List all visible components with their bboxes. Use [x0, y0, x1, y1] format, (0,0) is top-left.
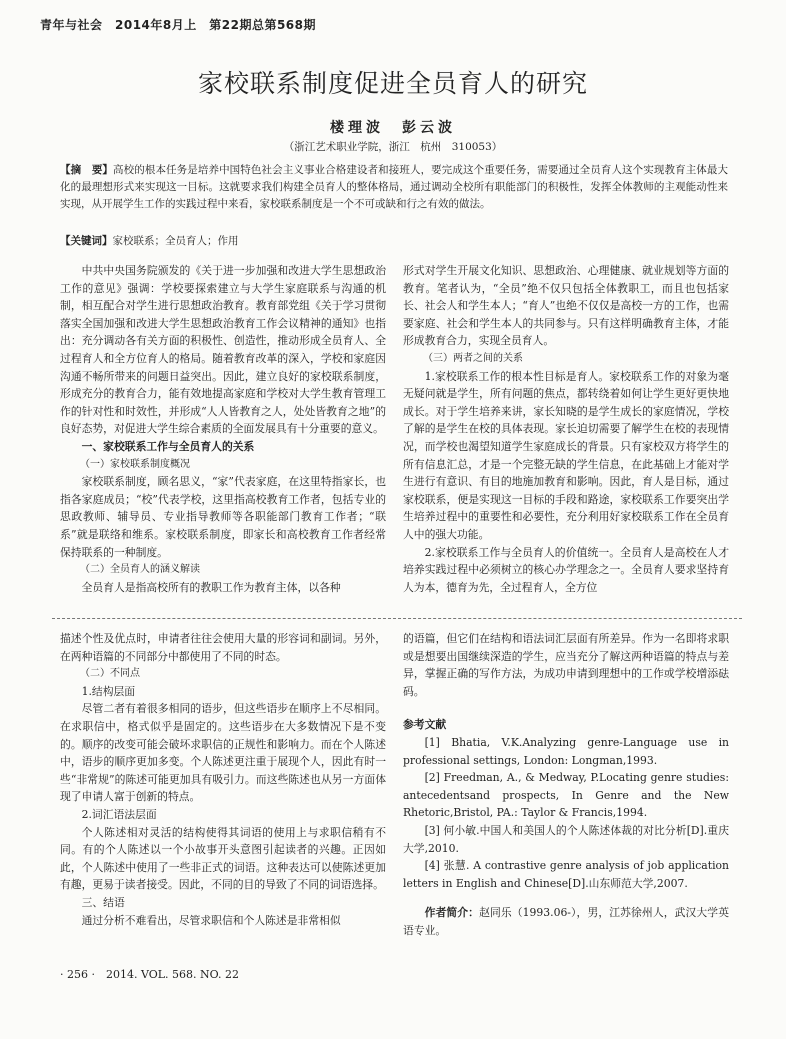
paragraph: 通过分析不难看出，尽管求职信和个人陈述是非常相似 [81, 913, 341, 927]
upper-left-column [60, 262, 386, 614]
paragraph: 全员育人是指高校所有的教职工作为教育主体，以各种 [81, 580, 341, 594]
author-intro-label: 作者简介： [424, 906, 480, 920]
abstract-text: 高校的根本任务是培养中国特色社会主义事业合格建设者和接班人，要完成这个重要任务，需要通过全员育人这个实现教育主体最大化的最理想形式来实现这一目标。这就要求我们构建全员育人的整体格局，通过调动全校所有职能部门的积极性，发挥全体教师的主观能动性来实现，从开展学生工作的实践过程中来看，家校联系制度是一个不可或缺和行之有效的做法。 [60, 164, 729, 210]
paragraph: 2.词汇语法层面 [81, 807, 157, 821]
reference-item: [4] 张慧. A contrastive genre analysis of job application letters in English and Chinese[D].山东师范大学,2007. [403, 859, 729, 890]
paragraph: 尽管二者有着很多相同的语步，但这些语步在顺序上不尽相同。在求职信中，格式似乎是固定的。这些语步在大多数情况下是不变的。顺序的改变可能会破坏求职信的正规性和影响力。而在个人陈述中，语步的顺序更加多变。个人陈述更注重于展现个人，因此有时一些“非常规”的陈述可能更加具有吸引力。而这些陈述也从另一方面体现了申请人富于创新的特点。 [60, 702, 386, 804]
paragraph: 2.家校联系工作与全员育人的价值统一。全员育人是高校在人才培养实践过程中必须树立的核心办学理念之一。全员育人要求坚持育人为本，德育为先，全过程育人，全方位 [403, 545, 729, 594]
journal-header: 青年与社会 2014年8月上 第22期总第568期 [40, 18, 316, 32]
paragraph: 中共中央国务院颁发的《关于进一步加强和改进大学生思想政治工作的意见》强调：学校要探索建立与大学生家庭联系与沟通的机制，相互配合对学生进行思想政治教育。教育部党组《关于学习贯彻落实全国加强和改进大学生思想政治教育工作会议精神的通知》也指出：充分调动各有关方面的积极性、创造性，推动形成全员育人、全过程育人和全方位育人的格局。随着教育改革的深入，学校和家庭因沟通不畅所带来的问题日益突出。因此，建立良好的家校联系制度，形成充分的教育合力，能有效地提高家庭和学校对大学生教育管理工作的针对性和时效性，并形成“人人皆教育之人，处处皆教育之地”的良好态势，对促进大学生综合素质的全面发展具有十分重要的意义。 [60, 264, 386, 436]
paragraph: 家校联系制度，顾名思义，“家”代表家庭，在这里特指家长，也指各家庭成员；“校”代表学校，这里指高校教育工作者，包括专业的思政教师、辅导员、专业指导教师等各职能部门教育工作者；“联系”就是联络和维系。家校联系制度，即家长和高校教育工作者经常保持联系的一种制度。 [60, 475, 386, 559]
reference-item: [2] Freedman, A., & Medway, P.Locating genre studies: antecedentsand prospects, In Genre and the New Rhetoric,Bristol, PA.: Taylor & Francis,1994. [403, 771, 729, 820]
author-affiliation: （浙江艺术职业学院，浙江 杭州 310053） [283, 141, 503, 153]
section-heading: （一）家校联系制度概况 [80, 458, 190, 470]
paragraph: 1.家校联系工作的根本性目标是育人。家校联系工作的对象为毫无疑问就是学生，所有问题的焦点，都转绕着如何让学生更好更快地成长。对于学生培养来讲，家长知晓的是学生成长的家庭情况，学校了解的是学生在校的具体表现。家长迫切需要了解学生在校的表现情况，而学校也渴望知道学生家庭成长的背景。只有家校双方将学生的所有信息汇总，才是一个完整无缺的学生信息，在此基础上才能对学生进行有意识、有目的地施加教育和影响。因此，育人是目标，通过家校联系，便是实现这一目标的手段和路途，家校联系工作要突出学生培养过程中的重要性和必要性，充分利用好家校联系工作在全员育人中的强大功能。 [403, 369, 729, 541]
section-heading: （二）不同点 [80, 668, 140, 680]
paragraph: 个人陈述相对灵活的结构使得其词语的使用上与求职信稍有不同。有的个人陈述以一个小故事开头意图引起读者的兴趣。正因如此，个人陈述中使用了一些非正式的词语。这种表达可以使陈述更加有趣，更易于读者接受。因此，不同的目的导致了不同的词语选择。 [60, 825, 386, 892]
keywords-label: 【关键词】 [60, 235, 113, 247]
keywords-block [60, 233, 239, 248]
author-intro [403, 904, 729, 939]
author-intro-text: 赵同乐（1993.06-），男，江苏徐州人，武汉大学英语专业。 [403, 906, 729, 937]
paragraph: 1.结构层面 [81, 684, 136, 698]
abstract-label: 【摘 要】 [60, 164, 114, 176]
references-list [403, 734, 729, 892]
reference-item: [3] 何小敏.中国人和美国人的个人陈述体裁的对比分析[D].重庆大学,2010. [403, 823, 729, 855]
article-authors: 楼理波 彭云波 [330, 120, 456, 136]
article-title: 家校联系制度促进全员育人的研究 [197, 69, 588, 98]
page-footer: · 256 · 2014. VOL. 568. NO. 22 [60, 968, 240, 981]
lower-left-column [60, 630, 386, 955]
lower-right-column [403, 630, 729, 955]
paragraph: 形式对学生开展文化知识、思想政治、心理健康、就业规划等方面的教育。笔者认为，“全员”绝不仅只包括全体教职工，而且也包括家长、社会人和学生本人；“育人”也绝不仅仅是高校一方的工作，也需要家庭、社会和学生本人的共同参与。只有这样明确教育主体，才能形成教育合力，实现全员育人。 [403, 264, 729, 348]
upper-right-column [403, 262, 729, 614]
conclusion-continued: 的语篇，但它们在结构和语法词汇层面有所差异。作为一名即将求职或是想要出国继续深造的学生，应当充分了解这两种语篇的特点与差异，掌握正确的写作方法，为成功申请到理想中的工作或学校增添砝码。 [403, 632, 729, 698]
reference-item: [1] Bhatia, V.K.Analyzing genre-Language use in professional settings, London: Longman,1993. [403, 735, 729, 767]
keywords-text: 家校联系；全员育人；作用 [112, 235, 239, 247]
section-divider [52, 618, 742, 619]
section-heading: （三）两者之间的关系 [423, 352, 523, 364]
section-heading: 一、家校联系工作与全员育人的关系 [81, 439, 255, 453]
paragraph: 描述个性及优点时，申请者往往会使用大量的形容词和副词。另外，在两种语篇的不同部分中都使用了不同的时态。 [60, 632, 386, 663]
paragraph: 三、结语 [81, 895, 125, 909]
references-title: 参考文献 [403, 718, 447, 732]
section-heading: （二）全员育人的涵义解读 [80, 564, 200, 576]
abstract-block [60, 162, 728, 213]
